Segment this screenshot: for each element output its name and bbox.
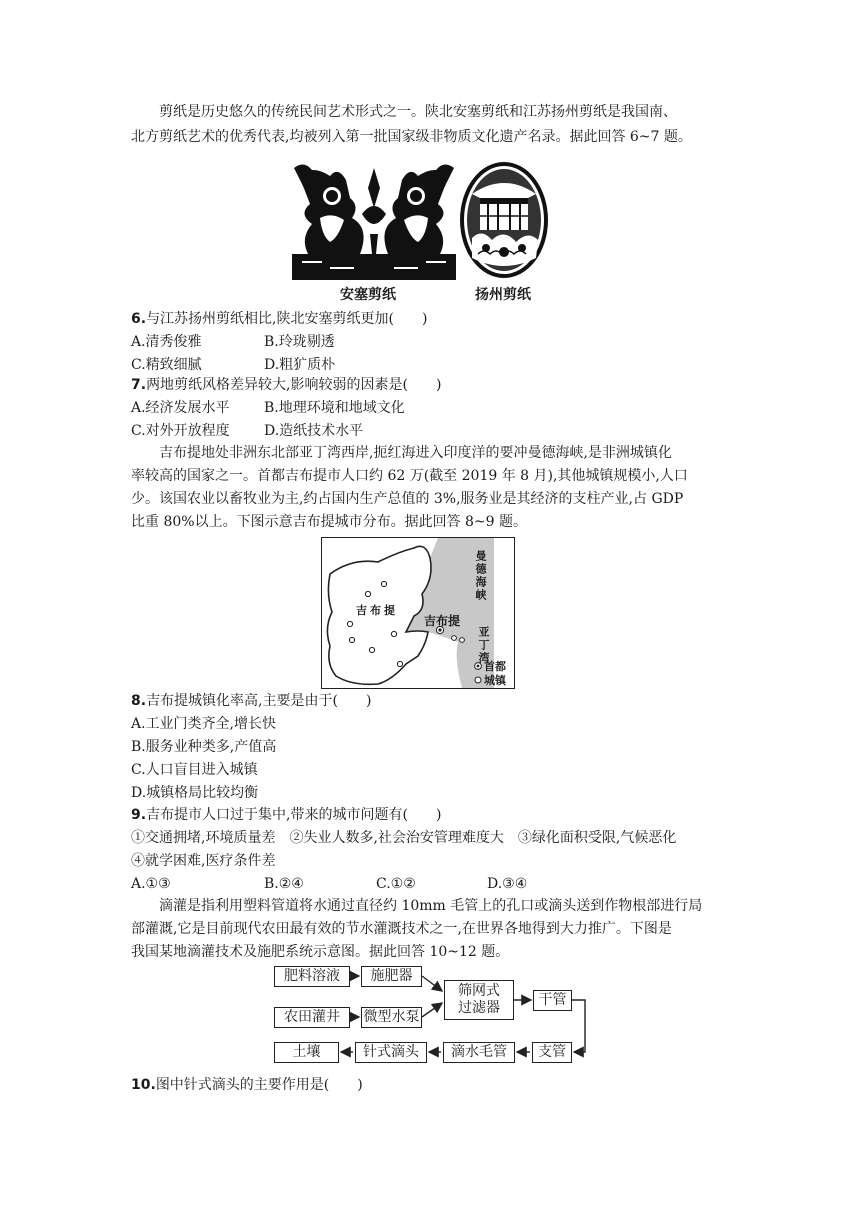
djibouti-map: [321, 537, 515, 689]
intro-djibouti-line1: 吉布提地处非洲东北部亚丁湾西岸,扼红海进入印度洋的要冲曼德海峡,是非洲城镇化: [159, 445, 672, 461]
intro-djibouti-line3: 少。该国农业以畜牧业为主,约占国内生产总值的 3%,服务业是其经济的支柱产业,占 GDP: [131, 491, 684, 507]
q6-number: 6.: [131, 311, 147, 327]
q8-option-c: C.人口盲目进入城镇: [131, 762, 258, 778]
q7-stem-text: 两地剪纸风格差异较大,影响较弱的因素是( ): [146, 377, 442, 393]
q8-option-d: D.城镇格局比较均衡: [131, 785, 259, 801]
q9-option-c: C.①②: [376, 876, 416, 892]
ansai-caption: 安塞剪纸: [340, 287, 396, 303]
box-main-pipe: 干管: [533, 990, 572, 1011]
q7-option-b: B.地理环境和地域文化: [264, 400, 405, 416]
q6-stem: [131, 308, 427, 330]
drip-flowchart: [274, 964, 588, 1070]
box-soil: 土壤: [274, 1042, 339, 1063]
screen-filter-line1: 筛网式: [458, 983, 500, 999]
q8-number: 8.: [131, 693, 147, 709]
map-legend-town: 城镇: [484, 674, 506, 687]
ansai-paper-cut-image: [290, 158, 458, 282]
box-screen-filter: [444, 980, 514, 1020]
box-micro-pump: 微型水泵: [361, 1007, 422, 1028]
q9-stem-text: 吉布提市人口过于集中,带来的城市问题有( ): [146, 807, 442, 823]
box-farm-well: 农田灌井: [274, 1007, 350, 1028]
q10-stem-text: 图中针式滴头的主要作用是( ): [155, 1077, 363, 1093]
q6-option-b: B.玲珑剔透: [264, 334, 335, 350]
q6-option-a: A.清秀俊雅: [131, 334, 202, 350]
q9-option-b: B.②④: [264, 876, 304, 892]
paper-cut-figure: [290, 158, 552, 302]
box-fertilizer-solution: 肥料溶液: [274, 966, 350, 987]
intro-drip-line2: 部灌溉,它是目前现代农田最有效的节水灌溉技术之一,在世界各地得到大力推广。下图是: [131, 921, 672, 937]
intro-paper-cut-line2: 北方剪纸艺术的优秀代表,均被列入第一批国家级非物质文化遗产名录。据此回答 6~7 题。: [131, 129, 692, 145]
map-country-label: 吉布提: [356, 604, 398, 617]
map-gulf-label: 亚丁湾: [477, 626, 490, 665]
q9-option-a: A.①③: [131, 876, 171, 892]
intro-paper-cut-line1: 剪纸是历史悠久的传统民间艺术形式之一。陕北安塞剪纸和江苏扬州剪纸是我国南、: [159, 104, 677, 120]
q10-number: 10.: [131, 1077, 156, 1093]
q6-option-d: D.粗犷质朴: [264, 357, 336, 373]
q6-stem-text: 与江苏扬州剪纸相比,陕北安塞剪纸更加( ): [146, 311, 428, 327]
box-capillary-pipe: 滴水毛管: [443, 1042, 515, 1063]
q9-items-line1: ①交通拥堵,环境质量差 ②失业人数多,社会治安管理难度大 ③绿化面积受限,气候恶化: [131, 830, 677, 846]
screen-filter-line2: 过滤器: [458, 1000, 500, 1016]
yangzhou-paper-cut-image: [458, 158, 550, 282]
q9-stem: [131, 804, 441, 826]
yangzhou-caption: 扬州剪纸: [475, 287, 531, 303]
q9-number: 9.: [131, 807, 147, 823]
q9-option-d: D.③④: [487, 876, 528, 892]
map-capital-label: 吉布提: [424, 614, 461, 628]
q7-option-c: C.对外开放程度: [131, 423, 230, 439]
map-legend-capital: 首都: [484, 660, 506, 673]
q7-number: 7.: [131, 377, 147, 393]
q8-option-a: A.工业门类齐全,增长快: [131, 716, 277, 732]
q7-option-d: D.造纸技术水平: [264, 423, 364, 439]
q10-stem: [131, 1074, 363, 1096]
intro-drip-line1: 滴灌是指利用塑料管道将水通过直径约 10mm 毛管上的孔口或滴头送到作物根部进行局: [159, 898, 703, 914]
q8-stem: [131, 690, 371, 712]
box-fertilizer-applicator: 施肥器: [361, 966, 422, 987]
q7-stem: [131, 374, 441, 396]
map-strait-label: 曼德海峡: [474, 550, 487, 602]
q7-option-a: A.经济发展水平: [131, 400, 230, 416]
q8-stem-text: 吉布提城镇化率高,主要是由于( ): [146, 693, 372, 709]
q6-option-c: C.精致细腻: [131, 357, 202, 373]
intro-djibouti-line4: 比重 80%以上。下图示意吉布提城市分布。据此回答 8~9 题。: [131, 514, 528, 530]
box-branch-pipe: 支管: [532, 1042, 572, 1063]
intro-drip-line3: 我国某地滴灌技术及施肥系统示意图。据此回答 10~12 题。: [131, 944, 510, 960]
intro-djibouti-line2: 率较高的国家之一。首都吉布提市人口约 62 万(截至 2019 年 8 月),其他城镇规模小,人口: [131, 468, 688, 484]
box-needle-dripper: 针式滴头: [355, 1042, 427, 1063]
q9-items-line2: ④就学困难,医疗条件差: [131, 853, 276, 869]
q8-option-b: B.服务业种类多,产值高: [131, 739, 277, 755]
